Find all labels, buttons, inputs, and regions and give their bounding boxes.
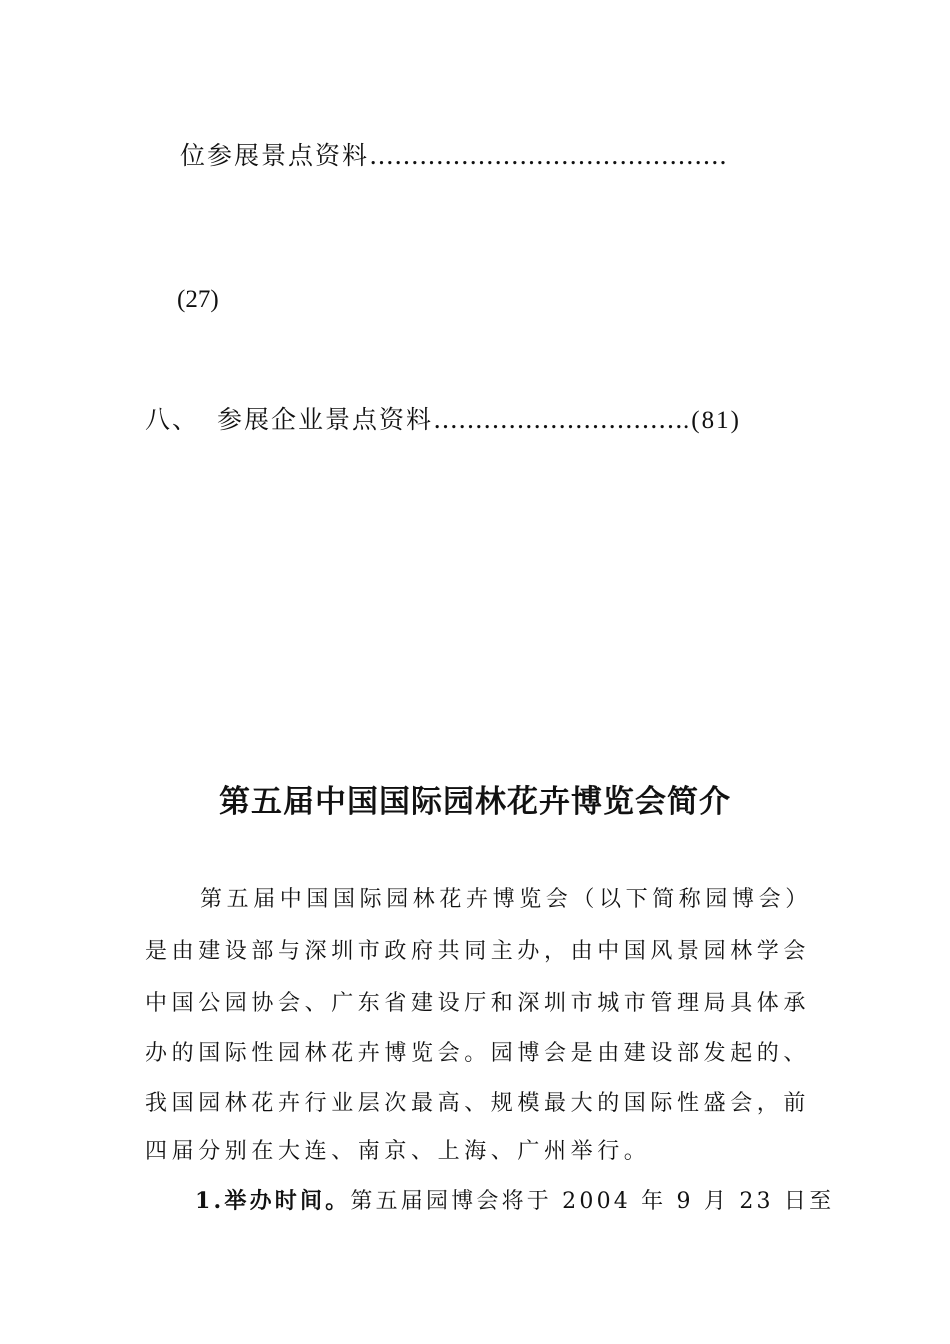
paragraph-line-4: 办的国际性园林花卉博览会。园博会是由建设部发起的、 xyxy=(145,1041,811,1066)
paragraph-line-5: 我国园林花卉行业层次最高、规模最大的国际性盛会，前 xyxy=(145,1091,811,1116)
toc-entry-1-tail: …. xyxy=(694,141,727,170)
toc-entry-2 xyxy=(145,400,741,436)
toc-entry-2-page: .(81) xyxy=(683,407,741,434)
toc-entry-2-text: 参展企业景点资料 xyxy=(217,405,434,434)
item-1 xyxy=(195,1184,834,1215)
toc-entry-1-text: 位参展景点资料 xyxy=(180,141,370,170)
article-title: 第五届中国国际园林花卉博览会简介 xyxy=(219,784,731,820)
item-1-text: 第五届园博会将于 2004 年 9 月 23 日至 xyxy=(350,1189,835,1214)
toc-entry-2-dots: ………………………… xyxy=(433,405,684,434)
toc-entry-1-dots: ………………………………… xyxy=(369,141,695,170)
paragraph-line-6: 四届分别在大连、南京、上海、广州举行。 xyxy=(145,1139,651,1164)
paragraph-line-2: 是由建设部与深圳市政府共同主办，由中国风景园林学会 xyxy=(145,939,811,964)
paragraph-line-3: 中国公园协会、广东省建设厅和深圳市城市管理局具体承 xyxy=(145,991,811,1016)
item-1-label: 1.举办时间。 xyxy=(195,1188,351,1214)
toc-entry-1 xyxy=(180,136,727,172)
toc-entry-2-number: 八、 xyxy=(145,405,200,434)
paragraph-line-1: 第五届中国国际园林花卉博览会（以下简称园博会） xyxy=(200,887,812,912)
toc-entry-1-page: (27) xyxy=(177,286,219,313)
